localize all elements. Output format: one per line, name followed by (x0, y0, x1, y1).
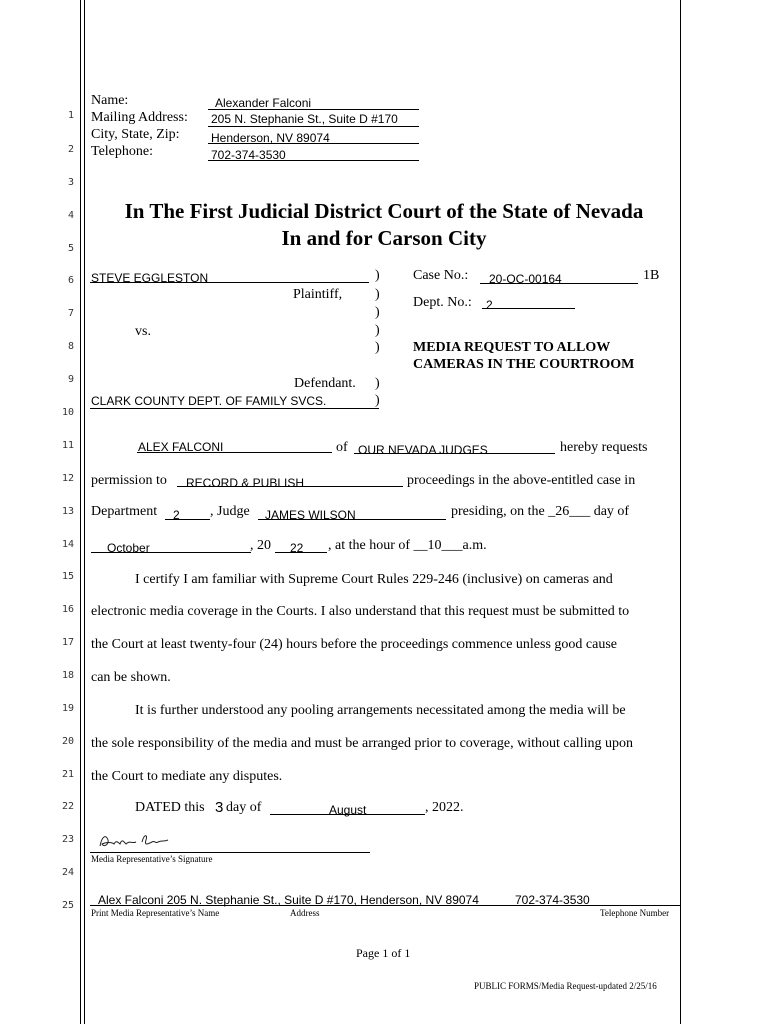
telephone-underline (208, 160, 419, 161)
line-number: 18 (61, 670, 74, 681)
form-identifier: PUBLIC FORMS/Media Request-updated 2/25/16 (474, 981, 657, 991)
dated-label: DATED this (135, 800, 205, 815)
city-underline (208, 143, 419, 144)
mailing-address-field[interactable]: 205 N. Stephanie St., Suite D #170 (211, 112, 398, 126)
permission-text: permission to (91, 473, 167, 488)
line-number: 25 (61, 900, 74, 911)
city-field[interactable]: Henderson, NV 89074 (211, 131, 330, 145)
caption-paren: ) (375, 305, 380, 320)
judge-underline (258, 519, 446, 520)
line-number: 24 (61, 867, 74, 878)
plaintiff-underline (90, 282, 369, 283)
dated-year: , 2022. (425, 800, 464, 815)
line-number: 2 (67, 144, 74, 155)
line-number: 10 (61, 407, 74, 418)
judge-label: , Judge (210, 504, 250, 519)
telephone-label: Telephone: (91, 144, 153, 159)
of-label: of (336, 440, 348, 455)
caption-paren: ) (375, 376, 380, 391)
line-number: 15 (61, 571, 74, 582)
judge-field[interactable]: JAMES WILSON (265, 508, 356, 522)
action-underline (177, 486, 403, 487)
caption-paren: ) (375, 393, 380, 408)
paragraph-pooling-line: It is further understood any pooling arrangements necessitated among the media will be (135, 703, 626, 718)
hour-text: , at the hour of __10___a.m. (328, 538, 487, 553)
dept-number-field[interactable]: 2 (486, 298, 493, 312)
year-prefix: , 20 (250, 538, 271, 553)
line-number: 8 (67, 341, 74, 352)
handwritten-signature-icon (96, 830, 176, 852)
action-field[interactable]: RECORD & PUBLISH (186, 476, 305, 490)
requester-name-field[interactable]: ALEX FALCONI (138, 440, 224, 454)
defendant-underline (90, 408, 379, 409)
document-title-line1: MEDIA REQUEST TO ALLOW (413, 340, 611, 355)
left-margin-rule-inner (84, 0, 85, 1024)
telephone-field[interactable]: 702-374-3530 (211, 148, 286, 162)
line-number: 7 (67, 308, 74, 319)
presiding-text: presiding, on the _26___ day of (451, 504, 630, 519)
caption-paren: ) (375, 340, 380, 355)
dated-month-underline (270, 814, 425, 815)
plaintiff-name-field[interactable]: STEVE EGGLESTON (91, 271, 209, 285)
paragraph-certify-line: I certify I am familiar with Supreme Court Rules 229-246 (inclusive) on cameras and (135, 572, 613, 587)
line-number: 5 (67, 243, 74, 254)
paragraph-certify-line: the Court at least twenty-four (24) hours before the proceedings commence unless good cause (91, 637, 617, 652)
line-number: 22 (61, 801, 74, 812)
day-of-label: day of (226, 800, 262, 815)
department-label: Department (91, 504, 158, 519)
line-number: 3 (67, 177, 74, 188)
print-name-label: Print Media Representative’s Name (91, 908, 220, 918)
left-margin-rule-outer (80, 0, 81, 1024)
caption-paren: ) (375, 268, 380, 283)
department-underline (165, 519, 210, 520)
right-margin-rule (680, 0, 681, 1024)
name-underline (208, 109, 419, 110)
requester-underline (137, 452, 332, 453)
city-state-zip-label: City, State, Zip: (91, 127, 180, 142)
caption-paren: ) (375, 287, 380, 302)
organization-field[interactable]: OUR NEVADA JUDGES (358, 443, 488, 457)
paragraph-certify-line: electronic media coverage in the Courts. I also understand that this request must be submitted to (91, 604, 630, 619)
page-number: Page 1 of 1 (356, 946, 411, 960)
line-number: 16 (61, 604, 74, 615)
line-number: 1 (67, 110, 74, 121)
defendant-label: Defendant. (294, 376, 356, 391)
dept-number-label: Dept. No.: (413, 295, 472, 310)
telephone-number-label: Telephone Number (600, 908, 670, 918)
line-number: 14 (61, 539, 74, 550)
print-name-address-field[interactable]: Alex Falconi 205 N. Stephanie St., Suite D #170, Henderson, NV 89074 (98, 893, 479, 907)
year-underline (275, 552, 327, 553)
address-label: Address (290, 908, 320, 918)
year-field[interactable]: 22 (290, 541, 304, 555)
document-title-line2: CAMERAS IN THE COURTROOM (413, 357, 635, 372)
case-number-suffix: 1B (643, 268, 660, 283)
paragraph-certify-line: can be shown. (91, 670, 171, 685)
court-title: In The First Judicial District Court of the State of Nevada (124, 199, 644, 223)
line-number: 20 (61, 736, 74, 747)
month-field[interactable]: October (107, 541, 150, 555)
proceedings-text: proceedings in the above-entitled case in (407, 473, 636, 488)
dept-number-underline (482, 308, 575, 309)
caption-paren: ) (375, 323, 380, 338)
line-number: 13 (61, 506, 74, 517)
line-number: 19 (61, 703, 74, 714)
hereby-requests-text: hereby requests (560, 440, 648, 455)
organization-underline (354, 453, 555, 454)
line-number: 12 (61, 473, 74, 484)
print-name-underline (90, 905, 680, 906)
court-subtitle: In and for Carson City (281, 226, 487, 250)
versus-label: vs. (135, 324, 151, 339)
paragraph-pooling-line: the sole responsibility of the media and must be arranged prior to coverage, without calling upon (91, 736, 633, 751)
plaintiff-label: Plaintiff, (293, 287, 343, 302)
line-number: 17 (61, 637, 74, 648)
case-number-label: Case No.: (413, 268, 469, 283)
line-number: 6 (67, 275, 74, 286)
line-number: 9 (67, 374, 74, 385)
name-field[interactable]: Alexander Falconi (215, 96, 312, 110)
mailing-address-label: Mailing Address: (91, 110, 188, 125)
signature-label: Media Representative’s Signature (91, 854, 213, 864)
month-underline (91, 552, 251, 553)
line-number: 4 (67, 210, 74, 221)
line-number: 23 (61, 834, 74, 845)
department-field[interactable]: 2 (173, 508, 180, 522)
line-number: 21 (61, 769, 74, 780)
case-number-field[interactable]: 20-OC-00164 (489, 272, 562, 286)
dated-month-field[interactable]: August (329, 803, 367, 817)
signature-line (90, 852, 370, 853)
dated-day-field[interactable]: 3 (215, 799, 224, 816)
paragraph-pooling-line: the Court to mediate any disputes. (91, 769, 283, 784)
name-label: Name: (91, 93, 129, 108)
address-underline (208, 126, 419, 127)
defendant-name-field[interactable]: CLARK COUNTY DEPT. OF FAMILY SVCS. (91, 394, 327, 408)
case-number-underline (480, 283, 638, 284)
print-phone-field[interactable]: 702-374-3530 (515, 893, 590, 907)
line-number: 11 (61, 440, 74, 451)
